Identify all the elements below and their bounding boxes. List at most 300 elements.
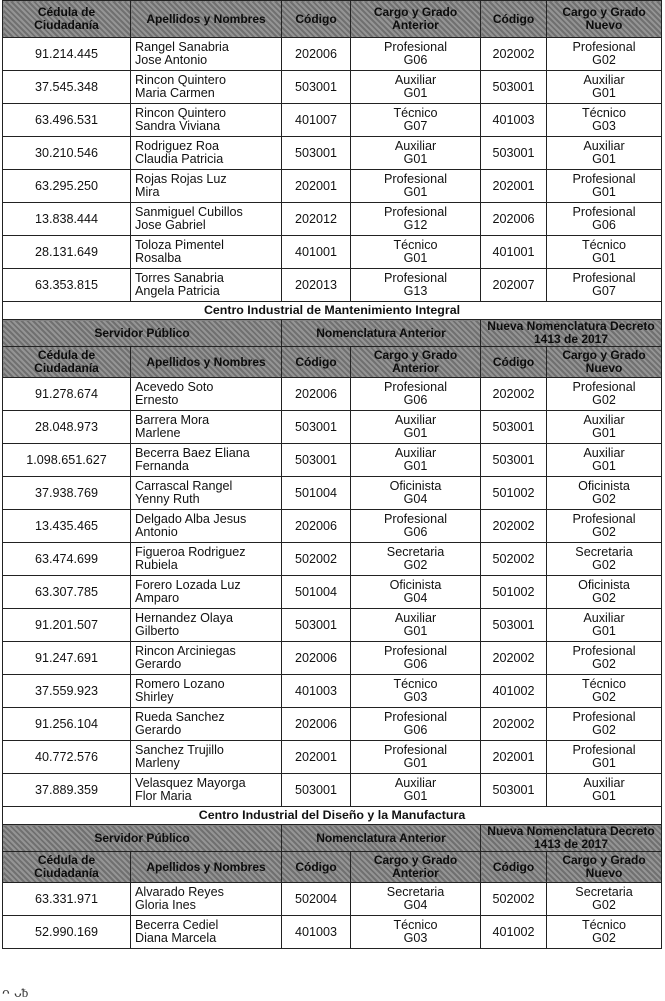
codigo-anterior-cell: 401003 bbox=[282, 675, 351, 708]
personnel-table bbox=[2, 0, 662, 949]
name-cell-line: Figueroa Rodriguez bbox=[135, 545, 246, 559]
cargo-nuevo-cell-line: G01 bbox=[592, 185, 616, 199]
cargo-anterior-cell bbox=[351, 543, 481, 576]
codigo-nuevo-cell: 202002 bbox=[481, 642, 547, 675]
col-apellidos: Apellidos y Nombres bbox=[131, 347, 282, 378]
cargo-nuevo-cell bbox=[547, 236, 662, 269]
codigo-anterior-cell: 503001 bbox=[282, 609, 351, 642]
cargo-nuevo-cell-line: Profesional bbox=[572, 743, 636, 757]
cargo-anterior-cell-line: G04 bbox=[403, 898, 428, 912]
cargo-anterior-cell-line: Profesional bbox=[383, 512, 447, 526]
section-title: Centro Industrial de Mantenimiento Integral bbox=[3, 302, 662, 320]
cargo-anterior-cell-line: Profesional bbox=[383, 172, 447, 186]
cargo-anterior-cell bbox=[351, 883, 481, 916]
header-row bbox=[3, 1, 662, 38]
cargo-anterior-cell-line: Profesional bbox=[383, 710, 447, 724]
name-cell-line: Marlene bbox=[135, 426, 181, 440]
codigo-nuevo-cell: 202002 bbox=[481, 708, 547, 741]
table-row bbox=[3, 170, 662, 203]
name-cell bbox=[131, 38, 282, 71]
cargo-anterior-cell-line: G01 bbox=[403, 251, 428, 265]
cargo-nuevo-cell-line: G01 bbox=[592, 251, 616, 265]
name-cell-line: Rosalba bbox=[135, 251, 182, 265]
cargo-nuevo-cell-line: G02 bbox=[592, 393, 616, 407]
codigo-anterior-cell: 502002 bbox=[282, 543, 351, 576]
nomenclatura-anterior-header: Nomenclatura Anterior bbox=[282, 320, 481, 347]
name-cell-line: Rueda Sanchez bbox=[135, 710, 225, 724]
name-cell-line: Ernesto bbox=[135, 393, 179, 407]
cargo-nuevo-cell bbox=[547, 203, 662, 236]
name-cell bbox=[131, 510, 282, 543]
table-row bbox=[3, 137, 662, 170]
name-cell-line: Rincon Quintero bbox=[135, 73, 227, 87]
cargo-anterior-cell-line: Profesional bbox=[383, 205, 447, 219]
name-cell bbox=[131, 675, 282, 708]
cargo-anterior-cell bbox=[351, 741, 481, 774]
cargo-nuevo-cell-line: Oficinista bbox=[578, 479, 630, 493]
table-row bbox=[3, 411, 662, 444]
codigo-nuevo-cell: 501002 bbox=[481, 477, 547, 510]
cedula-cell: 30.210.546 bbox=[3, 137, 131, 170]
cargo-anterior-cell-line: Técnico bbox=[393, 238, 438, 252]
cargo-nuevo-cell bbox=[547, 137, 662, 170]
name-cell-line: Toloza Pimentel bbox=[135, 238, 224, 252]
cargo-nuevo-cell-line: Auxiliar bbox=[583, 611, 625, 625]
cargo-anterior-cell bbox=[351, 236, 481, 269]
codigo-anterior-cell: 401003 bbox=[282, 916, 351, 949]
cargo-nuevo-cell bbox=[547, 708, 662, 741]
cargo-anterior-cell bbox=[351, 411, 481, 444]
section-title: Centro Industrial del Diseño y la Manufactura bbox=[3, 807, 662, 825]
table-row bbox=[3, 642, 662, 675]
name-cell-line: Acevedo Soto bbox=[135, 380, 214, 394]
cargo-anterior-cell-line: Técnico bbox=[393, 677, 438, 691]
cargo-anterior-cell bbox=[351, 642, 481, 675]
col-cargo-anterior: Cargo y Grado Anterior bbox=[351, 1, 481, 38]
cargo-anterior-cell-line: G03 bbox=[403, 690, 428, 704]
codigo-anterior-cell: 202006 bbox=[282, 708, 351, 741]
cargo-nuevo-cell bbox=[547, 741, 662, 774]
name-cell bbox=[131, 708, 282, 741]
section-title-row bbox=[3, 807, 662, 825]
name-cell bbox=[131, 203, 282, 236]
cargo-nuevo-cell-line: Profesional bbox=[572, 710, 636, 724]
codigo-nuevo-cell: 503001 bbox=[481, 774, 547, 807]
codigo-anterior-cell: 202006 bbox=[282, 510, 351, 543]
cedula-cell: 63.353.815 bbox=[3, 269, 131, 302]
name-cell bbox=[131, 741, 282, 774]
cargo-nuevo-cell-line: G01 bbox=[592, 86, 616, 100]
codigo-nuevo-cell: 503001 bbox=[481, 71, 547, 104]
cargo-anterior-cell-line: G06 bbox=[403, 723, 428, 737]
cedula-cell: 63.307.785 bbox=[3, 576, 131, 609]
cargo-anterior-cell-line: G13 bbox=[403, 284, 428, 298]
cargo-nuevo-cell-line: G01 bbox=[592, 789, 616, 803]
name-cell-line: Becerra Baez Eliana bbox=[135, 446, 250, 460]
name-cell-line: Flor Maria bbox=[135, 789, 192, 803]
cargo-anterior-cell-line: G01 bbox=[403, 86, 428, 100]
cargo-nuevo-cell bbox=[547, 170, 662, 203]
name-cell-line: Sanmiguel Cubillos bbox=[135, 205, 243, 219]
header-row bbox=[3, 347, 662, 378]
cargo-nuevo-cell-line: Profesional bbox=[572, 380, 636, 394]
cargo-anterior-cell-line: G01 bbox=[403, 756, 428, 770]
cargo-anterior-cell-line: G06 bbox=[403, 53, 428, 67]
name-cell-line: Jose Antonio bbox=[135, 53, 208, 67]
table-row bbox=[3, 774, 662, 807]
cargo-nuevo-cell bbox=[547, 510, 662, 543]
cargo-nuevo-cell bbox=[547, 378, 662, 411]
cargo-anterior-cell-line: G01 bbox=[403, 185, 428, 199]
cargo-nuevo-cell-line: G01 bbox=[592, 459, 616, 473]
col-cargo-nuevo: Cargo y Grado Nuevo bbox=[547, 347, 662, 378]
section-title-row bbox=[3, 302, 662, 320]
name-cell-line: Becerra Cediel bbox=[135, 918, 219, 932]
codigo-anterior-cell: 401007 bbox=[282, 104, 351, 137]
table-row bbox=[3, 104, 662, 137]
cedula-cell: 91.247.691 bbox=[3, 642, 131, 675]
cargo-anterior-cell-line: G06 bbox=[403, 657, 428, 671]
codigo-nuevo-cell: 401001 bbox=[481, 236, 547, 269]
cargo-anterior-cell-line: Oficinista bbox=[389, 578, 442, 592]
name-cell bbox=[131, 236, 282, 269]
name-cell bbox=[131, 883, 282, 916]
name-cell-line: Rangel Sanabria bbox=[135, 40, 229, 54]
cargo-anterior-cell-line: G04 bbox=[403, 591, 428, 605]
cargo-nuevo-cell-line: Profesional bbox=[572, 172, 636, 186]
cargo-nuevo-cell-line: Oficinista bbox=[578, 578, 630, 592]
name-cell bbox=[131, 543, 282, 576]
cargo-nuevo-cell bbox=[547, 269, 662, 302]
cargo-anterior-cell bbox=[351, 510, 481, 543]
name-cell-line: Claudia Patricia bbox=[135, 152, 224, 166]
name-cell-line: Rodriguez Roa bbox=[135, 139, 220, 153]
cargo-nuevo-cell bbox=[547, 576, 662, 609]
cargo-anterior-cell bbox=[351, 609, 481, 642]
name-cell-line: Torres Sanabria bbox=[135, 271, 224, 285]
codigo-nuevo-cell: 202007 bbox=[481, 269, 547, 302]
name-cell-line: Marleny bbox=[135, 756, 180, 770]
codigo-anterior-cell: 202006 bbox=[282, 642, 351, 675]
cedula-cell: 91.278.674 bbox=[3, 378, 131, 411]
cargo-anterior-cell-line: G03 bbox=[403, 931, 428, 945]
cargo-anterior-cell-line: Oficinista bbox=[389, 479, 442, 493]
table-row bbox=[3, 444, 662, 477]
codigo-nuevo-cell: 501002 bbox=[481, 576, 547, 609]
cargo-nuevo-cell-line: Profesional bbox=[572, 271, 636, 285]
col-codigo-nuevo: Código bbox=[481, 347, 547, 378]
cedula-cell: 63.496.531 bbox=[3, 104, 131, 137]
cargo-nuevo-cell-line: Profesional bbox=[572, 205, 636, 219]
name-cell bbox=[131, 411, 282, 444]
handwritten-mark: ᴖ ᴗᵬ bbox=[2, 986, 29, 1001]
name-cell-line: Antonio bbox=[135, 525, 178, 539]
cargo-nuevo-cell-line: G01 bbox=[592, 152, 616, 166]
cargo-nuevo-cell bbox=[547, 71, 662, 104]
cedula-cell: 63.331.971 bbox=[3, 883, 131, 916]
cargo-nuevo-cell-line: Secretaria bbox=[575, 545, 633, 559]
cargo-anterior-cell-line: Secretaria bbox=[386, 545, 445, 559]
cargo-nuevo-cell-line: G03 bbox=[592, 119, 616, 133]
name-cell-line: Forero Lozada Luz bbox=[135, 578, 241, 592]
cargo-nuevo-cell-line: G02 bbox=[592, 591, 616, 605]
cargo-nuevo-cell-line: G02 bbox=[592, 898, 616, 912]
cargo-anterior-cell-line: Profesional bbox=[383, 644, 447, 658]
cargo-nuevo-cell-line: Auxiliar bbox=[583, 139, 625, 153]
codigo-anterior-cell: 503001 bbox=[282, 411, 351, 444]
codigo-nuevo-cell: 202002 bbox=[481, 378, 547, 411]
cargo-nuevo-cell-line: G02 bbox=[592, 723, 616, 737]
cargo-nuevo-cell-line: G07 bbox=[592, 284, 616, 298]
cargo-nuevo-cell-line: G02 bbox=[592, 690, 616, 704]
name-cell bbox=[131, 71, 282, 104]
table-row bbox=[3, 477, 662, 510]
codigo-nuevo-cell: 202006 bbox=[481, 203, 547, 236]
cedula-cell: 63.295.250 bbox=[3, 170, 131, 203]
codigo-nuevo-cell: 502002 bbox=[481, 883, 547, 916]
cedula-cell: 37.889.359 bbox=[3, 774, 131, 807]
group-header-row bbox=[3, 825, 662, 852]
name-cell bbox=[131, 444, 282, 477]
cargo-anterior-cell-line: G12 bbox=[403, 218, 428, 232]
codigo-anterior-cell: 503001 bbox=[282, 444, 351, 477]
cargo-nuevo-cell bbox=[547, 609, 662, 642]
cargo-anterior-cell bbox=[351, 916, 481, 949]
codigo-anterior-cell: 502004 bbox=[282, 883, 351, 916]
cargo-anterior-cell bbox=[351, 774, 481, 807]
col-cargo-anterior: Cargo y Grado Anterior bbox=[351, 852, 481, 883]
cargo-anterior-cell-line: Técnico bbox=[393, 106, 438, 120]
codigo-anterior-cell: 503001 bbox=[282, 137, 351, 170]
cargo-nuevo-cell-line: G02 bbox=[592, 53, 616, 67]
cargo-anterior-cell-line: G06 bbox=[403, 393, 428, 407]
codigo-anterior-cell: 503001 bbox=[282, 71, 351, 104]
cargo-nuevo-cell-line: G01 bbox=[592, 426, 616, 440]
col-cedula: Cédula de Ciudadanía bbox=[3, 852, 131, 883]
codigo-anterior-cell: 503001 bbox=[282, 774, 351, 807]
servidor-header: Servidor Público bbox=[3, 320, 282, 347]
codigo-nuevo-cell: 401003 bbox=[481, 104, 547, 137]
cargo-nuevo-cell-line: Auxiliar bbox=[583, 776, 625, 790]
table-row bbox=[3, 883, 662, 916]
cargo-nuevo-cell bbox=[547, 883, 662, 916]
name-cell bbox=[131, 609, 282, 642]
cargo-anterior-cell-line: Auxiliar bbox=[394, 73, 437, 87]
codigo-anterior-cell: 401001 bbox=[282, 236, 351, 269]
name-cell bbox=[131, 642, 282, 675]
cargo-nuevo-cell-line: G02 bbox=[592, 558, 616, 572]
name-cell-line: Rincon Quintero bbox=[135, 106, 227, 120]
col-codigo-anterior: Código bbox=[282, 347, 351, 378]
table-row bbox=[3, 543, 662, 576]
codigo-anterior-cell: 202001 bbox=[282, 170, 351, 203]
cedula-cell: 28.131.649 bbox=[3, 236, 131, 269]
cargo-nuevo-cell-line: Secretaria bbox=[575, 885, 633, 899]
codigo-nuevo-cell: 401002 bbox=[481, 916, 547, 949]
cedula-cell: 37.559.923 bbox=[3, 675, 131, 708]
cargo-nuevo-cell-line: Profesional bbox=[572, 644, 636, 658]
name-cell-line: Gerardo bbox=[135, 723, 182, 737]
cargo-nuevo-cell-line: Técnico bbox=[581, 238, 627, 252]
col-codigo-nuevo: Código bbox=[481, 852, 547, 883]
name-cell-line: Angela Patricia bbox=[135, 284, 220, 298]
cargo-nuevo-cell bbox=[547, 411, 662, 444]
codigo-anterior-cell: 202001 bbox=[282, 741, 351, 774]
name-cell-line: Fernanda bbox=[135, 459, 189, 473]
cargo-anterior-cell-line: G07 bbox=[403, 119, 428, 133]
cargo-anterior-cell-line: Secretaria bbox=[386, 885, 445, 899]
cargo-nuevo-cell-line: G02 bbox=[592, 525, 616, 539]
nomenclatura-anterior-header: Nomenclatura Anterior bbox=[282, 825, 481, 852]
cargo-nuevo-cell bbox=[547, 675, 662, 708]
codigo-nuevo-cell: 503001 bbox=[481, 411, 547, 444]
cargo-anterior-cell bbox=[351, 71, 481, 104]
name-cell-line: Velasquez Mayorga bbox=[135, 776, 246, 790]
name-cell bbox=[131, 137, 282, 170]
cargo-anterior-cell-line: G01 bbox=[403, 459, 428, 473]
codigo-anterior-cell: 501004 bbox=[282, 477, 351, 510]
table-row bbox=[3, 510, 662, 543]
cargo-anterior-cell-line: Profesional bbox=[383, 40, 447, 54]
name-cell bbox=[131, 104, 282, 137]
col-apellidos: Apellidos y Nombres bbox=[131, 1, 282, 38]
cargo-anterior-cell-line: Técnico bbox=[393, 918, 438, 932]
name-cell-line: Sanchez Trujillo bbox=[135, 743, 224, 757]
col-cedula: Cédula de Ciudadanía bbox=[3, 1, 131, 38]
codigo-nuevo-cell: 202002 bbox=[481, 38, 547, 71]
cargo-anterior-cell-line: Auxiliar bbox=[394, 776, 437, 790]
cargo-anterior-cell-line: Auxiliar bbox=[394, 139, 437, 153]
name-cell-line: Alvarado Reyes bbox=[135, 885, 224, 899]
name-cell bbox=[131, 576, 282, 609]
codigo-anterior-cell: 202006 bbox=[282, 38, 351, 71]
nomenclatura-nueva-header: Nueva Nomenclatura Decreto 1413 de 2017 bbox=[481, 825, 662, 852]
cargo-nuevo-cell-line: Auxiliar bbox=[583, 413, 625, 427]
table-row bbox=[3, 378, 662, 411]
name-cell-line: Rubiela bbox=[135, 558, 178, 572]
cedula-cell: 37.938.769 bbox=[3, 477, 131, 510]
cargo-nuevo-cell bbox=[547, 38, 662, 71]
cedula-cell: 40.772.576 bbox=[3, 741, 131, 774]
cargo-nuevo-cell-line: G01 bbox=[592, 624, 616, 638]
codigo-anterior-cell: 501004 bbox=[282, 576, 351, 609]
table-row bbox=[3, 741, 662, 774]
cargo-anterior-cell-line: Profesional bbox=[383, 380, 447, 394]
cedula-cell: 1.098.651.627 bbox=[3, 444, 131, 477]
cargo-nuevo-cell-line: Técnico bbox=[581, 918, 627, 932]
cedula-cell: 13.435.465 bbox=[3, 510, 131, 543]
name-cell-line: Carrascal Rangel bbox=[135, 479, 233, 493]
cargo-nuevo-cell-line: Profesional bbox=[572, 40, 636, 54]
name-cell-line: Mira bbox=[135, 185, 160, 199]
table-row bbox=[3, 916, 662, 949]
name-cell-line: Shirley bbox=[135, 690, 174, 704]
cargo-nuevo-cell bbox=[547, 543, 662, 576]
cargo-anterior-cell-line: G06 bbox=[403, 525, 428, 539]
col-codigo-anterior: Código bbox=[282, 1, 351, 38]
name-cell bbox=[131, 269, 282, 302]
cargo-nuevo-cell-line: G02 bbox=[592, 657, 616, 671]
table-row bbox=[3, 203, 662, 236]
cargo-anterior-cell-line: G01 bbox=[403, 624, 428, 638]
cargo-anterior-cell-line: Auxiliar bbox=[394, 413, 437, 427]
table-row bbox=[3, 71, 662, 104]
cargo-nuevo-cell-line: G02 bbox=[592, 492, 616, 506]
col-cargo-anterior: Cargo y Grado Anterior bbox=[351, 347, 481, 378]
cargo-anterior-cell-line: G01 bbox=[403, 789, 428, 803]
codigo-nuevo-cell: 202001 bbox=[481, 170, 547, 203]
cargo-anterior-cell bbox=[351, 104, 481, 137]
cargo-anterior-cell-line: G04 bbox=[403, 492, 428, 506]
cargo-nuevo-cell-line: Técnico bbox=[581, 677, 627, 691]
servidor-header: Servidor Público bbox=[3, 825, 282, 852]
codigo-nuevo-cell: 503001 bbox=[481, 137, 547, 170]
header-row bbox=[3, 852, 662, 883]
name-cell-line: Gerardo bbox=[135, 657, 182, 671]
cargo-nuevo-cell-line: Técnico bbox=[581, 106, 627, 120]
cedula-cell: 13.838.444 bbox=[3, 203, 131, 236]
table-row bbox=[3, 236, 662, 269]
cargo-anterior-cell bbox=[351, 203, 481, 236]
cargo-nuevo-cell-line: G01 bbox=[592, 756, 616, 770]
name-cell-line: Delgado Alba Jesus bbox=[135, 512, 247, 526]
cargo-anterior-cell bbox=[351, 477, 481, 510]
codigo-anterior-cell: 202012 bbox=[282, 203, 351, 236]
cargo-anterior-cell-line: G01 bbox=[403, 152, 428, 166]
codigo-nuevo-cell: 202001 bbox=[481, 741, 547, 774]
cargo-anterior-cell-line: G01 bbox=[403, 426, 428, 440]
col-cargo-nuevo: Cargo y Grado Nuevo bbox=[547, 1, 662, 38]
table-row bbox=[3, 576, 662, 609]
col-apellidos: Apellidos y Nombres bbox=[131, 852, 282, 883]
codigo-nuevo-cell: 503001 bbox=[481, 609, 547, 642]
name-cell-line: Maria Carmen bbox=[135, 86, 215, 100]
codigo-nuevo-cell: 503001 bbox=[481, 444, 547, 477]
cedula-cell: 28.048.973 bbox=[3, 411, 131, 444]
name-cell-line: Diana Marcela bbox=[135, 931, 217, 945]
cedula-cell: 52.990.169 bbox=[3, 916, 131, 949]
name-cell-line: Gloria Ines bbox=[135, 898, 196, 912]
codigo-nuevo-cell: 202002 bbox=[481, 510, 547, 543]
table-row bbox=[3, 708, 662, 741]
cargo-nuevo-cell-line: G02 bbox=[592, 931, 616, 945]
table-row bbox=[3, 609, 662, 642]
cargo-anterior-cell bbox=[351, 576, 481, 609]
cargo-anterior-cell bbox=[351, 38, 481, 71]
codigo-anterior-cell: 202013 bbox=[282, 269, 351, 302]
name-cell bbox=[131, 170, 282, 203]
cargo-nuevo-cell-line: G06 bbox=[592, 218, 616, 232]
cargo-anterior-cell-line: Auxiliar bbox=[394, 446, 437, 460]
cargo-nuevo-cell bbox=[547, 444, 662, 477]
name-cell bbox=[131, 916, 282, 949]
name-cell bbox=[131, 477, 282, 510]
name-cell-line: Gilberto bbox=[135, 624, 180, 638]
cargo-anterior-cell-line: Auxiliar bbox=[394, 611, 437, 625]
codigo-nuevo-cell: 502002 bbox=[481, 543, 547, 576]
name-cell bbox=[131, 378, 282, 411]
name-cell-line: Hernandez Olaya bbox=[135, 611, 234, 625]
cargo-anterior-cell bbox=[351, 378, 481, 411]
cargo-anterior-cell bbox=[351, 675, 481, 708]
col-codigo-nuevo: Código bbox=[481, 1, 547, 38]
codigo-anterior-cell: 202006 bbox=[282, 378, 351, 411]
cedula-cell: 37.545.348 bbox=[3, 71, 131, 104]
cargo-nuevo-cell bbox=[547, 774, 662, 807]
col-codigo-anterior: Código bbox=[282, 852, 351, 883]
name-cell-line: Romero Lozano bbox=[135, 677, 225, 691]
name-cell-line: Rincon Arciniegas bbox=[135, 644, 236, 658]
